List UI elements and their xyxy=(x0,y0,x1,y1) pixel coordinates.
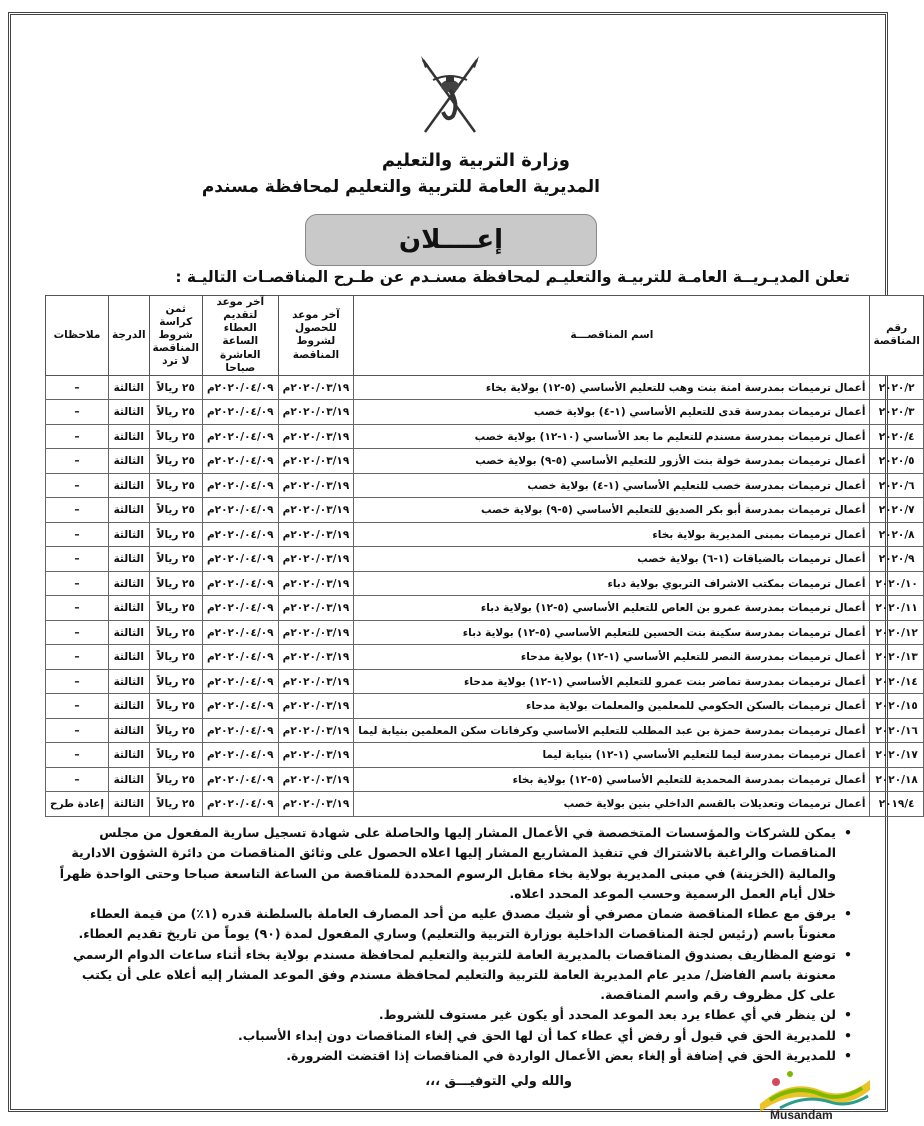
table-row xyxy=(46,522,924,547)
cell-number: ٢٠٢٠/١٧ xyxy=(870,743,923,768)
cell-notes: – xyxy=(46,547,109,572)
cell-docs-deadline: ٢٠٢٠/٠٣/١٩م xyxy=(278,743,354,768)
cell-notes: – xyxy=(46,620,109,645)
cell-price: ٢٥ ريالاً xyxy=(149,645,202,670)
cell-docs-deadline: ٢٠٢٠/٠٣/١٩م xyxy=(278,767,354,792)
cell-docs-deadline: ٢٠٢٠/٠٣/١٩م xyxy=(278,375,354,400)
cell-number: ٢٠٢٠/٨ xyxy=(870,522,923,547)
cell-bids-deadline: ٢٠٢٠/٠٤/٠٩م xyxy=(202,473,278,498)
table-row xyxy=(46,743,924,768)
cell-price: ٢٥ ريالاً xyxy=(149,743,202,768)
cell-number: ٢٠٢٠/١٢ xyxy=(870,620,923,645)
cell-name: أعمال ترميمات بمدرسة المحمدية للتعليم الأساسي (٥-١٢) بولاية بخاء xyxy=(354,767,870,792)
cell-docs-deadline: ٢٠٢٠/٠٣/١٩م xyxy=(278,473,354,498)
cell-grade: الثالثة xyxy=(108,669,149,694)
header-grade: الدرجة xyxy=(108,296,149,376)
cell-grade: الثالثة xyxy=(108,473,149,498)
terms-list xyxy=(52,823,852,1066)
oman-khanjar-emblem-icon xyxy=(415,52,485,140)
cell-grade: الثالثة xyxy=(108,620,149,645)
header-price: ثمن كراسة شروط المناقصة لا ترد xyxy=(149,296,202,376)
cell-number: ٢٠١٩/٤ xyxy=(870,792,923,817)
cell-docs-deadline: ٢٠٢٠/٠٣/١٩م xyxy=(278,620,354,645)
table-row xyxy=(46,596,924,621)
cell-bids-deadline: ٢٠٢٠/٠٤/٠٩م xyxy=(202,792,278,817)
cell-number: ٢٠٢٠/٩ xyxy=(870,547,923,572)
table-row xyxy=(46,571,924,596)
term-item: • يمكن للشركات والمؤسسات المتخصصة في الأعمال المشار إليها والحاصلة على شهادة تسجيل سارية المفعول من مجلس المناقصات والراغبة بالاشتراك في تنفيذ المشاريع المشار إليها اعلاه الحصول على وثائق المناقصات من دائرة الشؤون الادارية والمالية (الخزينة) في مبنى المديرية بولاية بخاء مقابل الرسوم المحددة للمناقصة من الساعة التاسعة صباحا وحتى الواحدة ظهراً خلال أيام العمل الرسمية وحسب الموعد المحدد اعلاه. xyxy=(52,823,852,904)
cell-number: ٢٠٢٠/١٠ xyxy=(870,571,923,596)
table-row xyxy=(46,792,924,817)
cell-price: ٢٥ ريالاً xyxy=(149,498,202,523)
cell-docs-deadline: ٢٠٢٠/٠٣/١٩م xyxy=(278,424,354,449)
cell-bids-deadline: ٢٠٢٠/٠٤/٠٩م xyxy=(202,449,278,474)
cell-docs-deadline: ٢٠٢٠/٠٣/١٩م xyxy=(278,718,354,743)
cell-number: ٢٠٢٠/١١ xyxy=(870,596,923,621)
cell-notes: – xyxy=(46,473,109,498)
cell-notes: – xyxy=(46,571,109,596)
cell-number: ٢٠٢٠/١٨ xyxy=(870,767,923,792)
cell-notes: – xyxy=(46,645,109,670)
cell-notes: – xyxy=(46,767,109,792)
cell-bids-deadline: ٢٠٢٠/٠٤/٠٩م xyxy=(202,400,278,425)
term-item: • يرفق مع عطاء المناقصة ضمان مصرفي أو شيك مصدق عليه من أحد المصارف العاملة بالسلطنة قدره (١٪) من قيمة العطاء معنوناً باسم (رئيس لجنة المناقصات الداخلية بوزارة التربية والتعليم) وساري المفعول لمدة (٩٠) يوماً من تاريخ تقديم العطاء. xyxy=(52,904,852,945)
table-row xyxy=(46,620,924,645)
cell-bids-deadline: ٢٠٢٠/٠٤/٠٩م xyxy=(202,743,278,768)
cell-grade: الثالثة xyxy=(108,596,149,621)
cell-grade: الثالثة xyxy=(108,571,149,596)
cell-grade: الثالثة xyxy=(108,547,149,572)
table-row xyxy=(46,449,924,474)
cell-number: ٢٠٢٠/٢ xyxy=(870,375,923,400)
cell-price: ٢٥ ريالاً xyxy=(149,620,202,645)
cell-grade: الثالثة xyxy=(108,375,149,400)
cell-notes: – xyxy=(46,498,109,523)
cell-docs-deadline: ٢٠٢٠/٠٣/١٩م xyxy=(278,669,354,694)
cell-bids-deadline: ٢٠٢٠/٠٤/٠٩م xyxy=(202,694,278,719)
header-bids-deadline: آخر موعد لتقديم العطاء الساعة العاشرة صباحا xyxy=(202,296,278,376)
cell-notes: – xyxy=(46,375,109,400)
term-item: • للمديرية الحق في إضافة أو إلغاء بعض الأعمال الواردة في المناقصات إذا اقتضت الضرورة. xyxy=(52,1046,852,1066)
cell-notes: – xyxy=(46,400,109,425)
cell-docs-deadline: ٢٠٢٠/٠٣/١٩م xyxy=(278,498,354,523)
cell-price: ٢٥ ريالاً xyxy=(149,669,202,694)
cell-name: أعمال ترميمات بمدرسة مسندم للتعليم ما بعد الأساسي (١٠-١٢) بولاية خصب xyxy=(354,424,870,449)
tenders-table xyxy=(45,295,924,817)
term-item: • للمديرية الحق في قبول أو رفض أي عطاء كما أن لها الحق في إلغاء المناقصات دون إبداء الأسباب. xyxy=(52,1026,852,1046)
table-header-row xyxy=(46,296,924,376)
cell-bids-deadline: ٢٠٢٠/٠٤/٠٩م xyxy=(202,375,278,400)
cell-notes: – xyxy=(46,669,109,694)
cell-price: ٢٥ ريالاً xyxy=(149,792,202,817)
table-row xyxy=(46,498,924,523)
cell-name: أعمال ترميمات بمدرسة ليما للتعليم الأساسي (١-١٢) بنيابة ليما xyxy=(354,743,870,768)
cell-number: ٢٠٢٠/٥ xyxy=(870,449,923,474)
cell-name: أعمال ترميمات بمدرسة النصر للتعليم الأساسي (١-١٢) بولاية مدحاء xyxy=(354,645,870,670)
cell-number: ٢٠٢٠/١٤ xyxy=(870,669,923,694)
cell-grade: الثالثة xyxy=(108,424,149,449)
cell-docs-deadline: ٢٠٢٠/٠٣/١٩م xyxy=(278,596,354,621)
cell-name: أعمال ترميمات بمدرسة قدى للتعليم الأساسي (١-٤) بولاية خصب xyxy=(354,400,870,425)
header-name: اسم المناقصـــة xyxy=(354,296,870,376)
cell-bids-deadline: ٢٠٢٠/٠٤/٠٩م xyxy=(202,522,278,547)
cell-notes: – xyxy=(46,424,109,449)
cell-number: ٢٠٢٠/١٥ xyxy=(870,694,923,719)
table-row xyxy=(46,767,924,792)
cell-price: ٢٥ ريالاً xyxy=(149,767,202,792)
term-item: • لن ينظر في أي عطاء يرد بعد الموعد المحدد أو يكون غير مستوف للشروط. xyxy=(52,1005,852,1025)
announcement-intro: تعلن المديـريــة العامـة للتربيـة والتعليـم لمحافظة مسنـدم عن طـرح المناقصـات التاليـة : xyxy=(175,268,850,286)
cell-name: أعمال ترميمات بالضياقات (١-٦) بولاية خصب xyxy=(354,547,870,572)
cell-docs-deadline: ٢٠٢٠/٠٣/١٩م xyxy=(278,547,354,572)
table-row xyxy=(46,669,924,694)
watermark-text: Musandam xyxy=(770,1108,833,1122)
ministry-name: وزارة التربية والتعليم xyxy=(381,150,570,171)
cell-name: أعمال ترميمات بمدرسة حمزة بن عبد المطلب للتعليم الأساسي وكرفانات سكن المعلمين بنيابة ليما xyxy=(354,718,870,743)
cell-number: ٢٠٢٠/٧ xyxy=(870,498,923,523)
cell-price: ٢٥ ريالاً xyxy=(149,424,202,449)
cell-name: أعمال ترميمات بالسكن الحكومي للمعلمين والمعلمات بولاية مدحاء xyxy=(354,694,870,719)
cell-price: ٢٥ ريالاً xyxy=(149,547,202,572)
cell-name: أعمال ترميمات بمدرسة تماضر بنت عمرو للتعليم الأساسي (١-١٢) بولاية مدحاء xyxy=(354,669,870,694)
cell-bids-deadline: ٢٠٢٠/٠٤/٠٩م xyxy=(202,669,278,694)
cell-notes: إعادة طرح xyxy=(46,792,109,817)
cell-number: ٢٠٢٠/٣ xyxy=(870,400,923,425)
cell-name: أعمال ترميمات بمدرسة امنة بنت وهب للتعليم الأساسي (٥-١٢) بولاية بخاء xyxy=(354,375,870,400)
cell-name: أعمال ترميمات بمدرسة سكينة بنت الحسين للتعليم الأساسي (٥-١٢) بولاية دباء xyxy=(354,620,870,645)
cell-bids-deadline: ٢٠٢٠/٠٤/٠٩م xyxy=(202,498,278,523)
cell-grade: الثالثة xyxy=(108,400,149,425)
cell-notes: – xyxy=(46,449,109,474)
table-row xyxy=(46,375,924,400)
cell-name: أعمال ترميمات بمكتب الاشراف التربوي بولاية دباء xyxy=(354,571,870,596)
cell-grade: الثالثة xyxy=(108,498,149,523)
cell-name: أعمال ترميمات بمدرسة عمرو بن العاص للتعليم الأساسي (٥-١٢) بولاية دباء xyxy=(354,596,870,621)
cell-docs-deadline: ٢٠٢٠/٠٣/١٩م xyxy=(278,694,354,719)
cell-bids-deadline: ٢٠٢٠/٠٤/٠٩م xyxy=(202,547,278,572)
cell-price: ٢٥ ريالاً xyxy=(149,449,202,474)
cell-number: ٢٠٢٠/١٦ xyxy=(870,718,923,743)
table-row xyxy=(46,400,924,425)
cell-price: ٢٥ ريالاً xyxy=(149,718,202,743)
cell-docs-deadline: ٢٠٢٠/٠٣/١٩م xyxy=(278,571,354,596)
cell-name: أعمال ترميمات بمبنى المديرية بولاية بخاء xyxy=(354,522,870,547)
header-docs-deadline: آخر موعد للحصول لشروط المناقصة xyxy=(278,296,354,376)
cell-notes: – xyxy=(46,522,109,547)
cell-notes: – xyxy=(46,743,109,768)
directorate-name: المديرية العامة للتربية والتعليم لمحافظة مسندم xyxy=(201,177,600,197)
table-row xyxy=(46,547,924,572)
cell-docs-deadline: ٢٠٢٠/٠٣/١٩م xyxy=(278,522,354,547)
cell-grade: الثالثة xyxy=(108,743,149,768)
cell-bids-deadline: ٢٠٢٠/٠٤/٠٩م xyxy=(202,424,278,449)
cell-grade: الثالثة xyxy=(108,694,149,719)
cell-docs-deadline: ٢٠٢٠/٠٣/١٩م xyxy=(278,792,354,817)
table-row xyxy=(46,473,924,498)
cell-grade: الثالثة xyxy=(108,449,149,474)
header-number: رقم المناقصة xyxy=(870,296,923,376)
cell-grade: الثالثة xyxy=(108,645,149,670)
cell-notes: – xyxy=(46,596,109,621)
cell-number: ٢٠٢٠/١٣ xyxy=(870,645,923,670)
cell-grade: الثالثة xyxy=(108,522,149,547)
cell-bids-deadline: ٢٠٢٠/٠٤/٠٩م xyxy=(202,645,278,670)
cell-docs-deadline: ٢٠٢٠/٠٣/١٩م xyxy=(278,645,354,670)
cell-name: أعمال ترميمات بمدرسة خولة بنت الأزور للتعليم الأساسي (٥-٩) بولاية خصب xyxy=(354,449,870,474)
cell-price: ٢٥ ريالاً xyxy=(149,522,202,547)
cell-price: ٢٥ ريالاً xyxy=(149,571,202,596)
cell-bids-deadline: ٢٠٢٠/٠٤/٠٩م xyxy=(202,571,278,596)
cell-bids-deadline: ٢٠٢٠/٠٤/٠٩م xyxy=(202,596,278,621)
header-notes: ملاحظات xyxy=(46,296,109,376)
cell-name: أعمال ترميمات وتعديلات بالقسم الداخلي بنين بولاية خصب xyxy=(354,792,870,817)
cell-number: ٢٠٢٠/٤ xyxy=(870,424,923,449)
cell-bids-deadline: ٢٠٢٠/٠٤/٠٩م xyxy=(202,718,278,743)
cell-name: أعمال ترميمات بمدرسة أبو بكر الصديق للتعليم الأساسي (٥-٩) بولاية خصب xyxy=(354,498,870,523)
cell-bids-deadline: ٢٠٢٠/٠٤/٠٩م xyxy=(202,620,278,645)
cell-number: ٢٠٢٠/٦ xyxy=(870,473,923,498)
cell-price: ٢٥ ريالاً xyxy=(149,473,202,498)
announcement-title: إعــــلان xyxy=(305,214,597,266)
cell-notes: – xyxy=(46,694,109,719)
closing-line: والله ولي التوفيـــق ،،، xyxy=(425,1074,572,1089)
table-row xyxy=(46,694,924,719)
cell-docs-deadline: ٢٠٢٠/٠٣/١٩م xyxy=(278,400,354,425)
cell-notes: – xyxy=(46,718,109,743)
table-row xyxy=(46,718,924,743)
cell-price: ٢٥ ريالاً xyxy=(149,375,202,400)
cell-docs-deadline: ٢٠٢٠/٠٣/١٩م xyxy=(278,449,354,474)
cell-price: ٢٥ ريالاً xyxy=(149,694,202,719)
cell-bids-deadline: ٢٠٢٠/٠٤/٠٩م xyxy=(202,767,278,792)
cell-price: ٢٥ ريالاً xyxy=(149,596,202,621)
cell-grade: الثالثة xyxy=(108,718,149,743)
term-item: • توضع المظاريف بصندوق المناقصات بالمديرية العامة للتربية والتعليم لمحافظة مسندم بولاية بخاء أثناء ساعات الدوام الرسمي معنونة باسم الفاضل/ مدير عام المديرية العامة للتربية والتعليم لمحافظة مسندم وفق الموعد المشار إليه أعلاه على أن يكتب على كل مظروف رقم واسم المناقصة. xyxy=(52,945,852,1006)
cell-grade: الثالثة xyxy=(108,767,149,792)
table-row xyxy=(46,645,924,670)
table-row xyxy=(46,424,924,449)
cell-price: ٢٥ ريالاً xyxy=(149,400,202,425)
cell-name: أعمال ترميمات بمدرسة خصب للتعليم الأساسي (١-٤) بولاية خصب xyxy=(354,473,870,498)
cell-grade: الثالثة xyxy=(108,792,149,817)
